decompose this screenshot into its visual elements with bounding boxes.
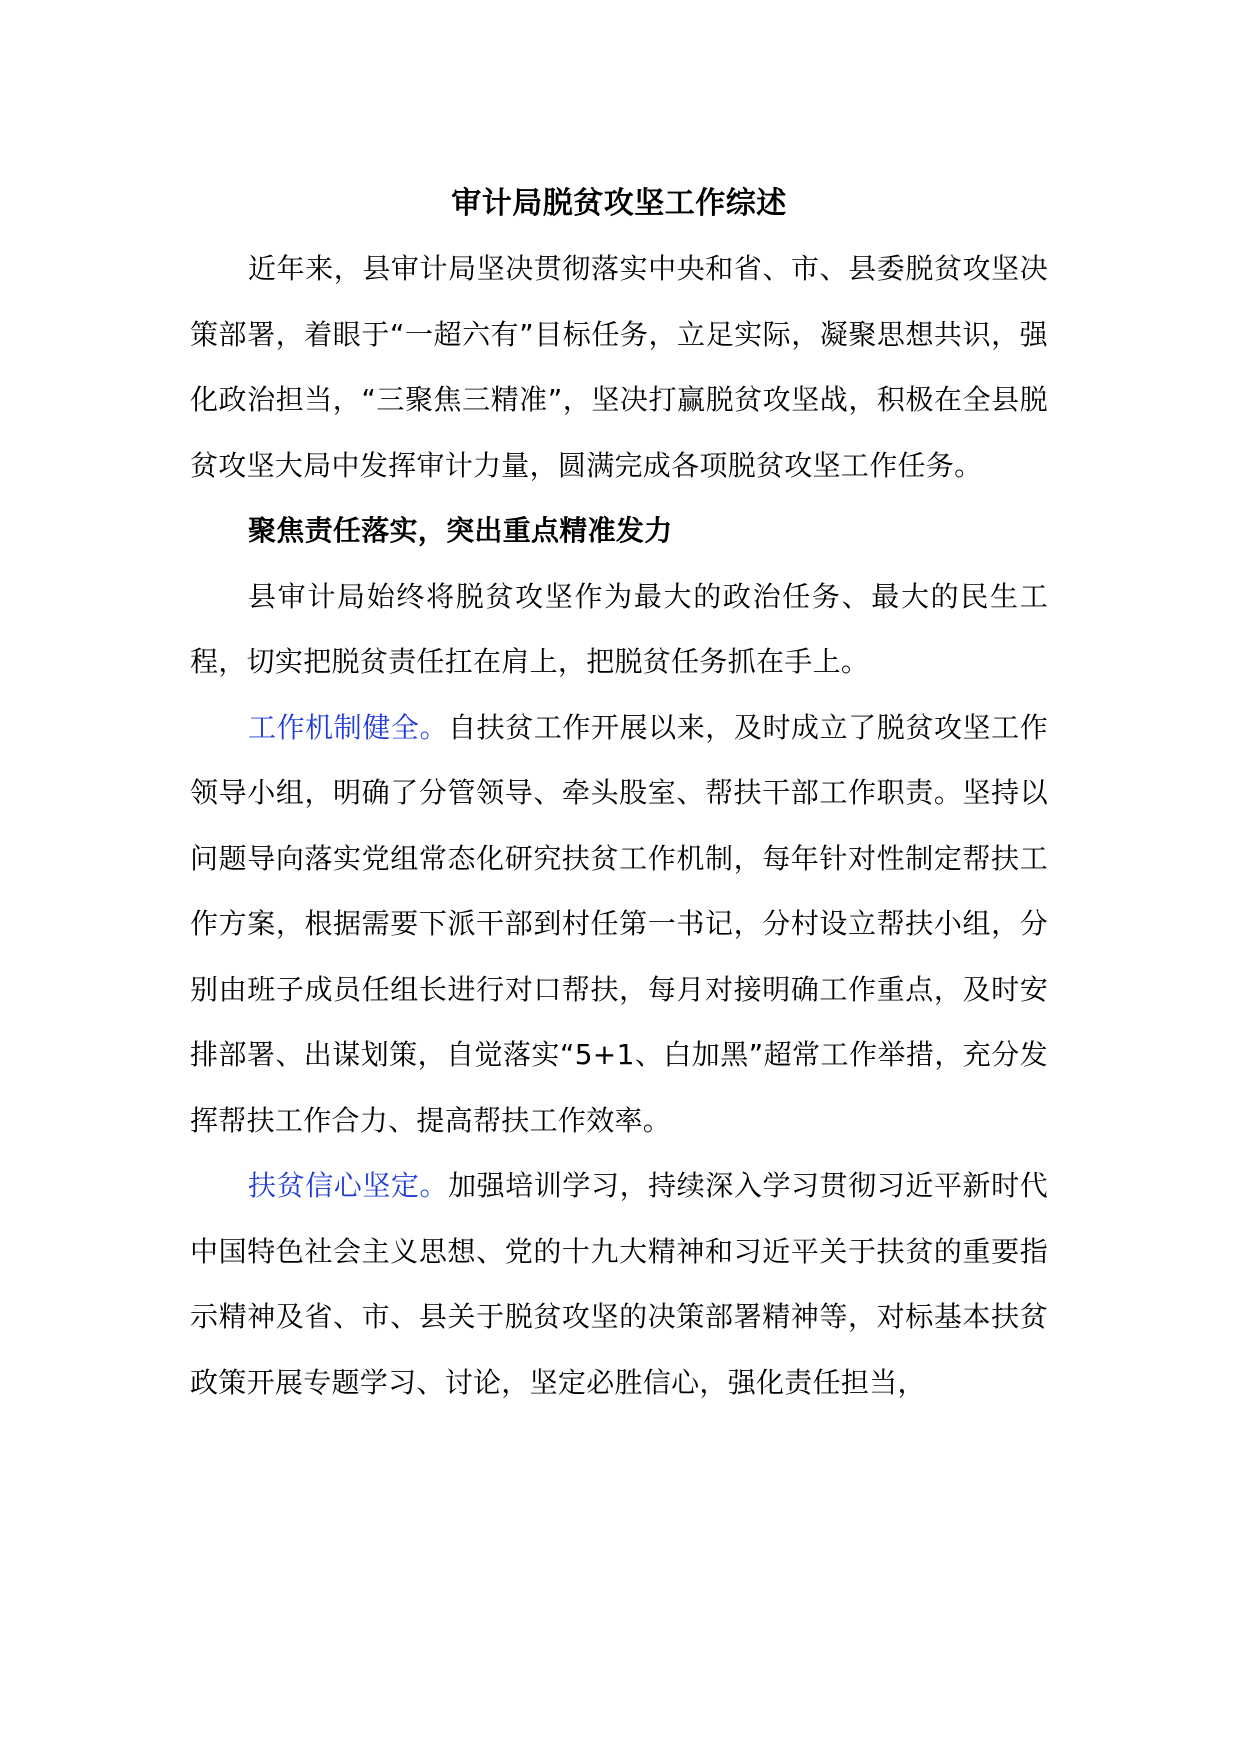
point-paragraph-mechanism (190, 695, 1048, 1154)
point-text-mechanism: 自扶贫工作开展以来，及时成立了脱贫攻坚工作领导小组，明确了分管领导、牵头股室、帮扶干部工作职责。坚持以问题导向落实党组常态化研究扶贫工作机制，每年针对性制定帮扶工作方案，根据需要下派干部到村任第一书记，分村设立帮扶小组，分别由班子成员任组长进行对口帮扶，每月对接明确工作重点，及时安排部署、出谋划策，自觉落实“5+1、白加黑”超常工作举措，充分发挥帮扶工作合力、提高帮扶工作效率。 (190, 710, 1048, 1137)
document-body (190, 172, 1048, 1415)
section-intro-paragraph: 县审计局始终将脱贫攻坚作为最大的政治任务、最大的民生工程，切实把脱贫责任扛在肩上，把脱贫任务抓在手上。 (190, 579, 1048, 678)
document-title: 审计局脱贫攻坚工作综述 (451, 186, 787, 221)
section-heading: 聚焦责任落实，突出重点精准发力 (248, 514, 673, 547)
point-paragraph-confidence (190, 1153, 1048, 1415)
point-text-confidence: 加强培训学习，持续深入学习贯彻习近平新时代中国特色社会主义思想、党的十九大精神和习近平关于扶贫的重要指示精神及省、市、县关于脱贫攻坚的决策部署精神等，对标基本扶贫政策开展专题学习、讨论，坚定必胜信心，强化责任担当， (190, 1169, 1048, 1399)
point-lead-mechanism: 工作机制健全。 (248, 710, 449, 744)
point-lead-confidence: 扶贫信心坚定。 (248, 1169, 449, 1202)
intro-paragraph: 近年来，县审计局坚决贯彻落实中央和省、市、县委脱贫攻坚决策部署，着眼于“一超六有”目标任务，立足实际，凝聚思想共识，强化政治担当，“三聚焦三精准”，坚决打赢脱贫攻坚战，积极在全县脱贫攻坚大局中发挥审计力量，圆满完成各项脱贫攻坚工作任务。 (190, 252, 1048, 482)
